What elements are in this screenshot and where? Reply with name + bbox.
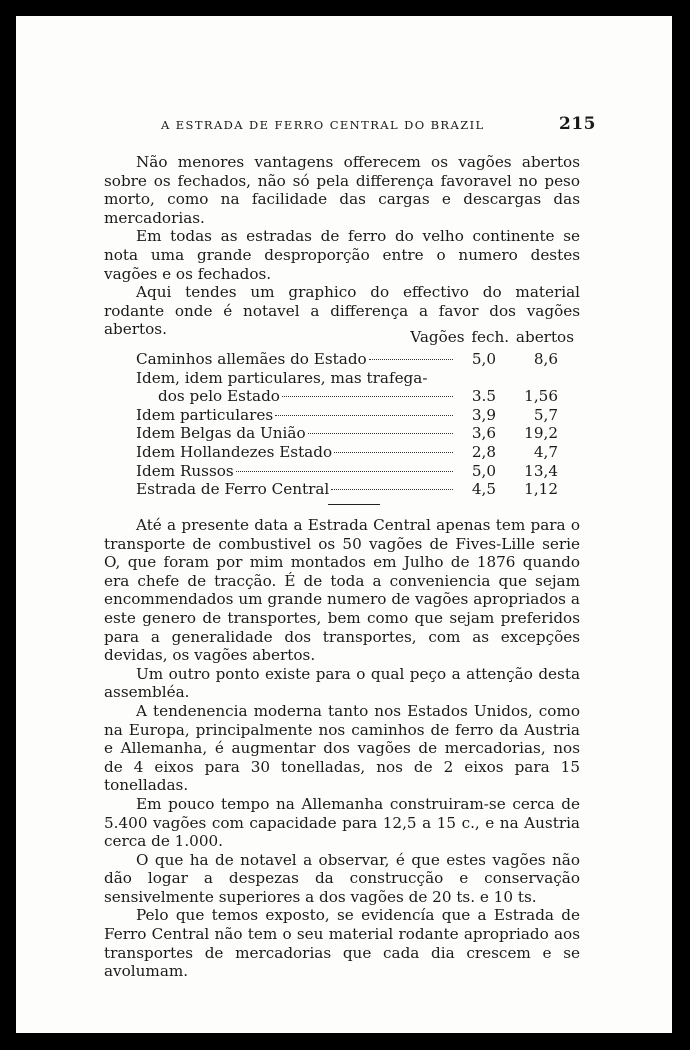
book-page <box>16 16 672 1033</box>
open-value: 19,2 <box>524 424 558 443</box>
body-text <box>104 516 580 981</box>
paragraph: Em todas as estradas de ferro do velho continente se nota uma grande desproporção entre o numero destes vagões e os fechados. <box>104 227 580 283</box>
wagon-table <box>136 350 558 499</box>
page-number: 215 <box>559 114 596 134</box>
dot-leader <box>236 470 453 472</box>
paragraph: A tendenencia moderna tanto nos Estados Unidos, como na Europa, principalmente nos caminhos de ferro da Austria e Allemanha, é augmentar dos vagões de mercadorias, nos de 4 eixos para 30 tonelladas, nos de 2 eixos para 15 tonelladas. <box>104 701 580 795</box>
table-header: Vagões fech. abertos <box>410 328 574 346</box>
paragraph: Até a presente data a Estrada Central apenas tem para o transporte de combustivel os 50 vagões de Fives-Lille serie O, que foram por mim montados em Julho de 1876 quando era chefe de tracção. É de toda a conveniencia que sejam encommendados um grande numero de vagões apropriados a este genero de transportes, bem como que sejam preferidos para a generalidade dos transportes, com as excepções devidas, os vagões abertos. <box>104 516 580 665</box>
closed-value: 5,0 <box>471 461 496 480</box>
closed-value: 3,6 <box>471 424 496 443</box>
table-row <box>136 443 558 462</box>
row-label: Estrada de Ferro Central <box>136 480 330 499</box>
row-label: Idem, idem particulares, mas trafega- <box>136 368 428 387</box>
open-value: 8,6 <box>533 350 558 368</box>
open-value: 4,7 <box>533 442 558 461</box>
open-value: 1,56 <box>524 387 558 406</box>
closed-value: 3.5 <box>471 387 496 406</box>
dot-leader <box>331 488 453 490</box>
table-row <box>136 387 558 406</box>
closed-value: 4,5 <box>471 480 496 499</box>
table-row <box>136 480 558 499</box>
closed-value: 2,8 <box>471 442 496 461</box>
paragraph: Não menores vantagens offerecem os vagões abertos sobre os fechados, não só pela differença favoravel no peso morto, como na facilidade das cargas e descargas das mercadorias. <box>104 153 580 227</box>
row-label: Idem Hollandezes Estado <box>136 442 333 461</box>
row-label: Idem particulares <box>136 405 274 424</box>
open-value: 5,7 <box>533 405 558 424</box>
closed-value: 3,9 <box>471 405 496 424</box>
dot-leader <box>282 395 453 397</box>
paragraph: Aqui tendes um graphico do effectivo do material rodante onde é notavel a differença a favor dos vagões abertos. <box>104 283 580 339</box>
running-title: A ESTRADA DE FERRO CENTRAL DO BRAZIL <box>161 118 485 132</box>
intro-text <box>104 153 580 339</box>
table-row <box>136 462 558 481</box>
row-label: Idem Russos <box>136 461 234 480</box>
section-divider <box>328 504 380 505</box>
dot-leader <box>308 432 453 434</box>
open-value: 1,12 <box>524 480 558 499</box>
paragraph: Pelo que temos exposto, se evidencía que a Estrada de Ferro Central não tem o seu material rodante apropriado aos transportes de mercadorias que cada dia crescem e se avolumam. <box>104 906 580 981</box>
dot-leader <box>334 451 453 453</box>
dot-leader <box>369 358 453 360</box>
open-value: 13,4 <box>524 461 558 480</box>
row-label: dos pelo Estado <box>158 387 280 406</box>
row-label: Idem Belgas da União <box>136 424 306 443</box>
closed-value: 5,0 <box>471 350 496 368</box>
paragraph: O que ha de notavel a observar, é que estes vagões não dão logar a despezas da construcção e conservação sensivelmente superiores a dos vagões de 20 ts. e 10 ts. <box>104 850 580 906</box>
paragraph: Um outro ponto existe para o qual peço a attenção desta assembléa. <box>104 664 580 702</box>
table-row <box>136 350 558 369</box>
table-row <box>136 369 558 388</box>
dot-leader <box>275 414 453 416</box>
table-row <box>136 406 558 425</box>
row-label: Caminhos allemães do Estado <box>136 350 367 368</box>
paragraph: Em pouco tempo na Allemanha construiram-se cerca de 5.400 vagões com capacidade para 12,5 a 15 c., e na Austria cerca de 1.000. <box>104 794 580 851</box>
table-row <box>136 424 558 443</box>
running-head <box>161 114 596 134</box>
